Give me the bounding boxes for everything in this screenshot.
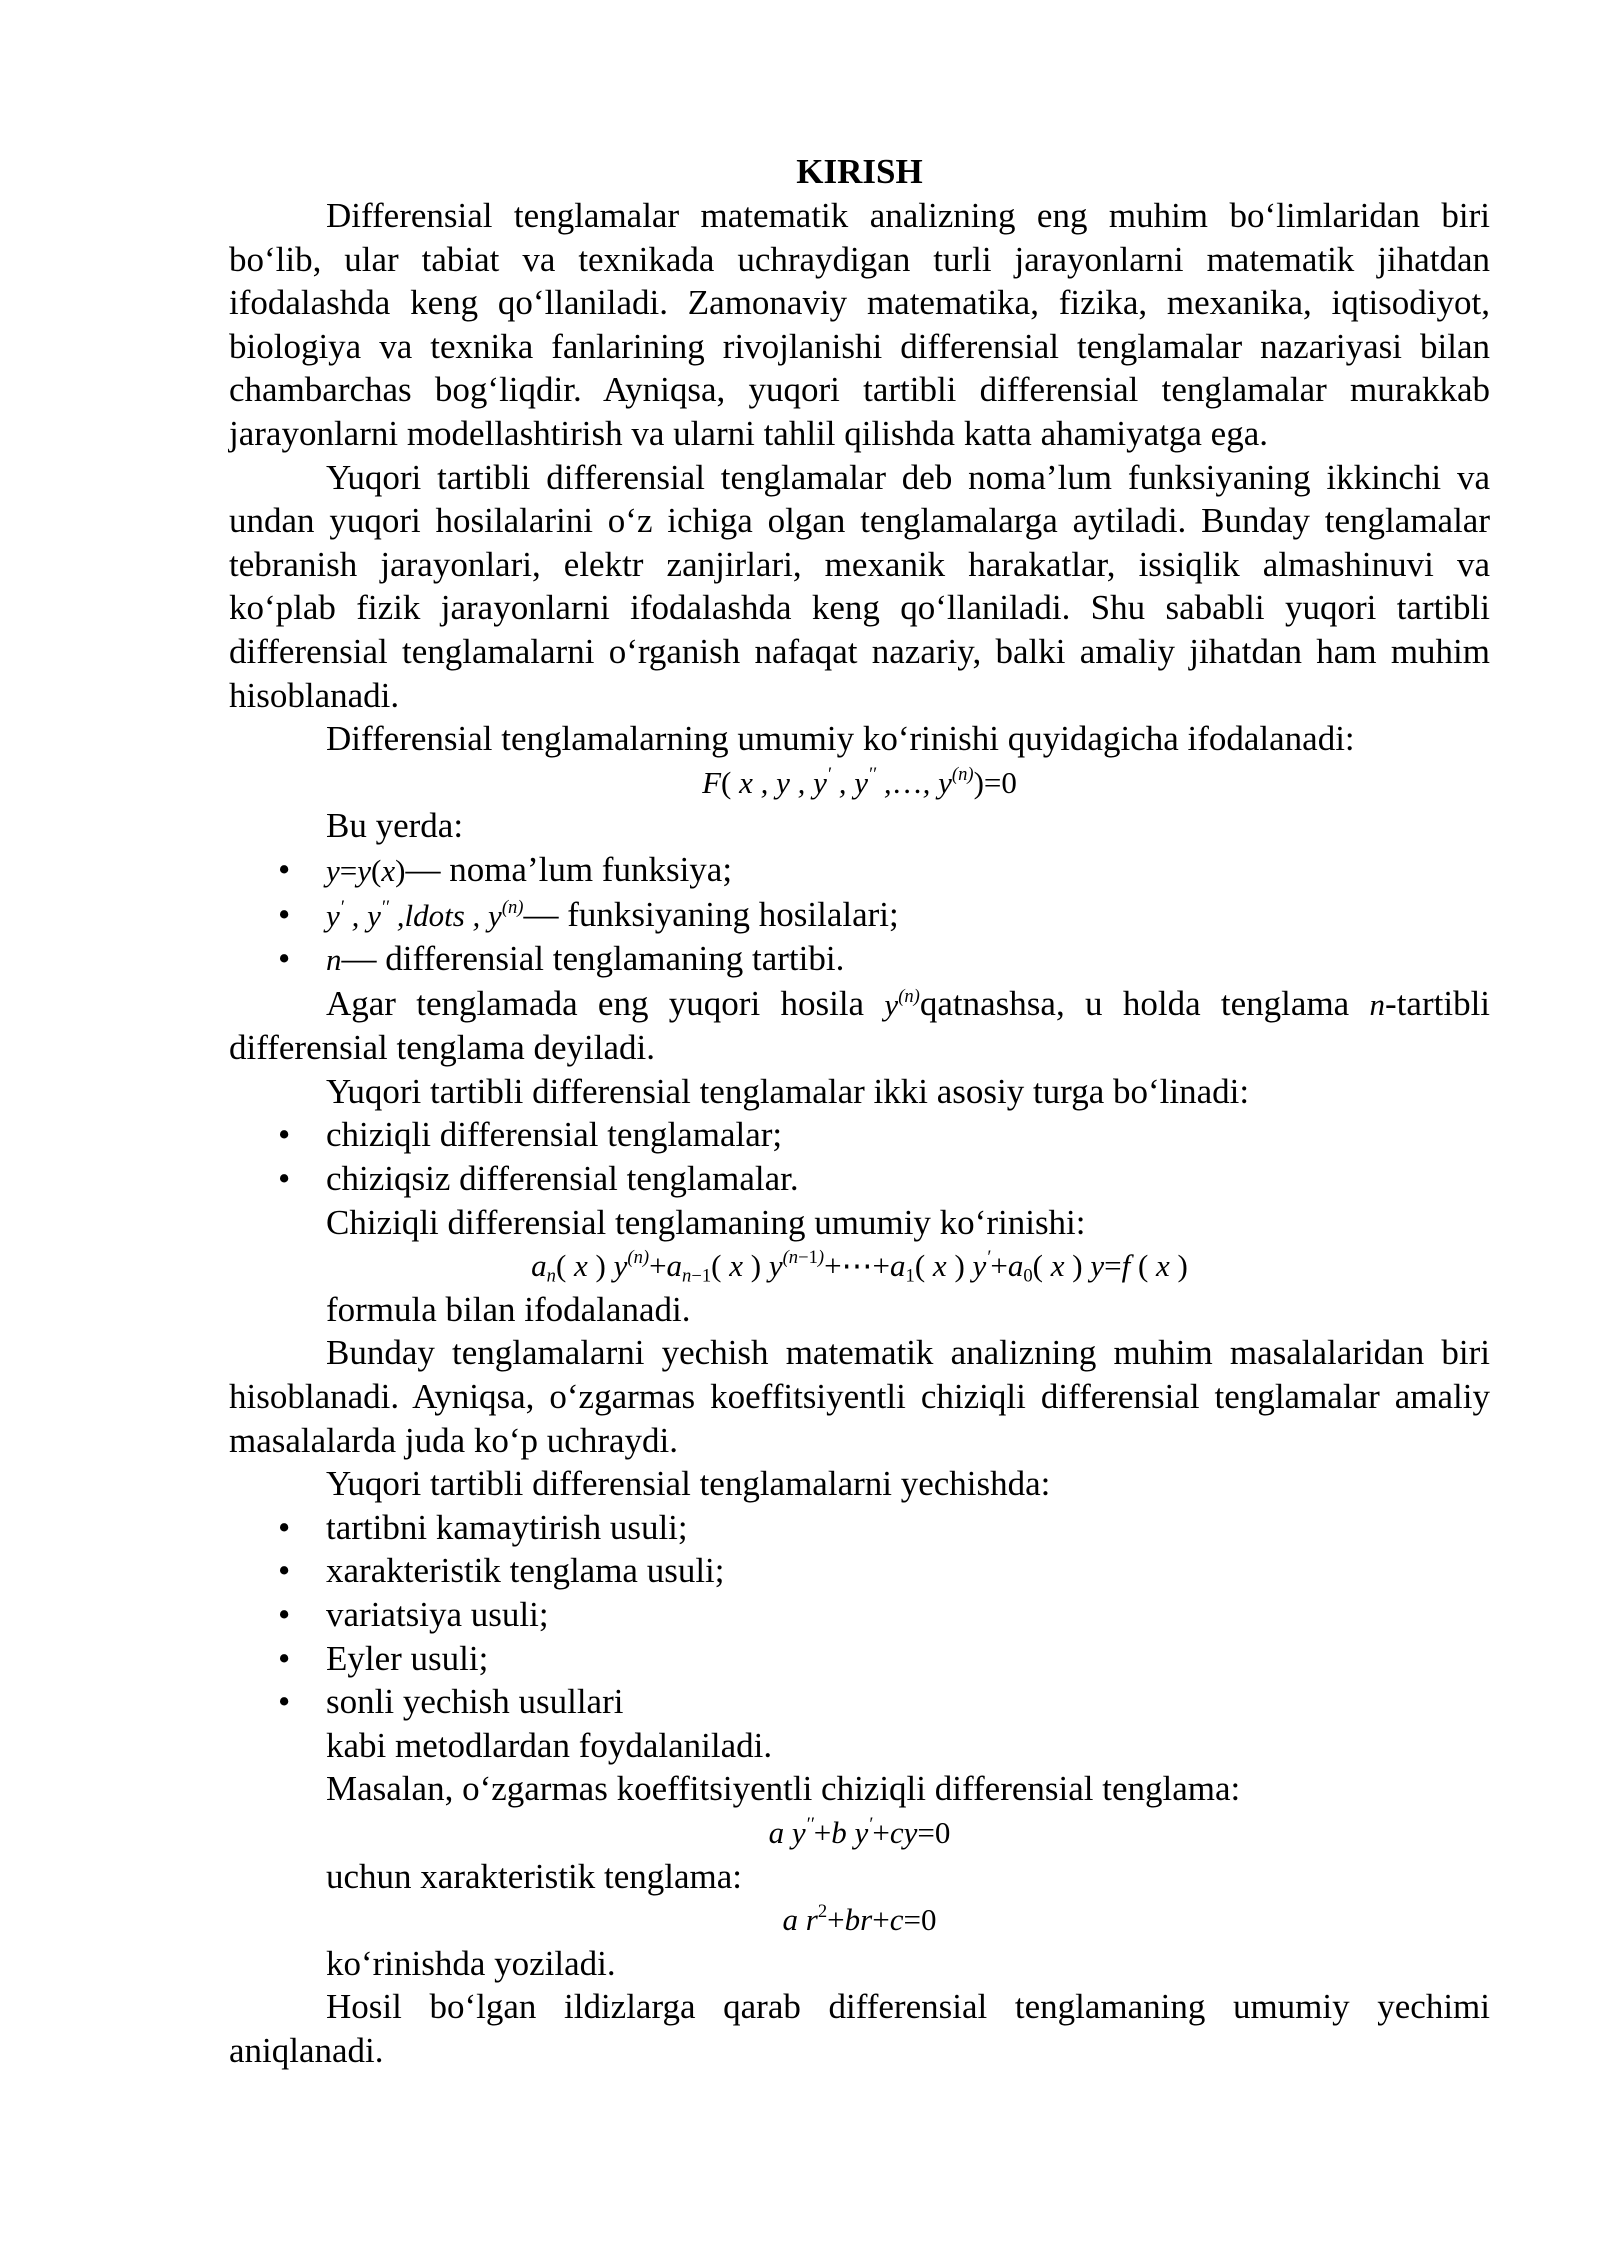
list-item	[229, 893, 1490, 938]
definition-list	[229, 848, 1490, 982]
paragraph-linear-form: Chiziqli differensial tenglamaning umumiy ko‘rinishi:	[326, 1202, 1086, 1242]
paragraph-order	[229, 982, 1490, 1070]
paragraph-conclusion: Hosil bo‘lgan ildizlarga qarab differensial tenglamaning umumiy yechimi aniqlanadi.	[229, 1987, 1490, 2070]
bullet-icon: •	[278, 1595, 291, 1634]
list-item-text: Eyler usuli;	[326, 1638, 489, 1678]
paragraph-definition: Yuqori tartibli differensial tenglamalar deb noma’lum funksiyaning ikkinchi va undan yuqori hosilalarini o‘z ichiga olgan tenglamalarga aytiladi. Bunday tenglamalar tebranish jarayonlari, elektr zanjirlari, mexanik harakatlar, issiqlik almashinuvi va ko‘plab fizik jarayonlarni ifodalashda keng qo‘llaniladi. Shu sababli yuqori tartibli differensial tenglamalarni o‘rganish nafaqat nazariy, balki amaliy jihatdan ham muhim hisoblanadi.	[229, 457, 1490, 715]
order-text-a: Agar tenglamada eng yuqori hosila	[326, 983, 865, 1023]
paragraph-types: Yuqori tartibli differensial tenglamalar ikki asosiy turga bo‘linadi:	[326, 1071, 1250, 1111]
bullet-icon: •	[278, 849, 291, 889]
formula-n-inline: n	[1369, 986, 1386, 1022]
order-text-b: qatnashsa, u holda tenglama	[919, 983, 1350, 1023]
paragraph-methods-outro: kabi metodlardan foydalaniladi.	[326, 1725, 773, 1765]
list-item-text: — noma’lum funksiya;	[405, 849, 733, 889]
bullet-icon: •	[278, 1551, 291, 1591]
page-title: KIRISH	[796, 152, 923, 191]
bullet-icon: •	[278, 1115, 291, 1155]
formula-n: n	[326, 942, 342, 978]
formula-linear-ode: $a_n$( x ) $y^{(n)}+a_{n-1}$( x ) $y^{(n-1)}+\cdots+a_1$( x ) $y'+a_0$( x ) y=f ( x )	[531, 1247, 1188, 1287]
list-item	[229, 1113, 1490, 1157]
paragraph-intro: Differensial tenglamalar matematik analizning eng muhim bo‘limlaridan biri bo‘lib, ular tabiat va texnikada uchraydigan turli jarayonlarni matematik jihatdan ifodalashda keng qo‘llaniladi. Zamonaviy matematika, fizika, mexanika, iqtisodiyot, biologiya va texnika fanlarining rivojlanishi differensial tenglamalar nazariyasi bilan chambarchas bog‘liqdir. Ayniqsa, yuqori tartibli differensial tenglamalar murakkab jarayonlarni modellashtirish va ularni tahlil qilishda katta ahamiyatga ega.	[229, 196, 1490, 453]
bullet-icon: •	[278, 894, 291, 934]
list-item-text: — funksiyaning hosilalari;	[523, 894, 899, 934]
list-item	[229, 1593, 1490, 1637]
paragraph-solving: Bunday tenglamalarni yechish matematik analizning muhim masalalaridan biri hisoblanadi. Ayniqsa, o‘zgarmas koeffitsiyentli chiziqli differensial tenglamalar amaliy masalalarda juda ko‘p uchraydi.	[229, 1333, 1490, 1460]
paragraph-example: Masalan, o‘zgarmas koeffitsiyentli chiziqli differensial tenglama:	[326, 1769, 1241, 1809]
list-item-text: sonli yechish usullari	[326, 1682, 624, 1722]
list-item-text: tartibni kamaytirish usuli;	[326, 1507, 688, 1547]
list-item-text: — differensial tenglamaning tartibi.	[341, 939, 845, 979]
list-item	[229, 1157, 1490, 1201]
methods-list	[229, 1506, 1490, 1724]
bullet-icon: •	[278, 939, 291, 979]
paragraph-general-form: Differensial tenglamalarning umumiy ko‘rinishi quyidagicha ifodalanadi:	[326, 719, 1355, 759]
paragraph-characteristic: uchun xarakteristik tenglama:	[326, 1856, 742, 1896]
ldots-text: ldots	[404, 897, 465, 933]
list-item-text: chiziqli differensial tenglamalar;	[326, 1115, 783, 1155]
types-list	[229, 1113, 1490, 1200]
list-item	[229, 1637, 1490, 1681]
formula-yn: $y^{(n)}$	[884, 985, 920, 1022]
document-page	[229, 150, 1490, 2073]
list-item-text: variatsiya usuli;	[326, 1595, 549, 1634]
list-item	[229, 1680, 1490, 1724]
bullet-icon: •	[278, 1159, 291, 1199]
list-item	[229, 848, 1490, 893]
list-item	[229, 1506, 1490, 1550]
list-item-text: xarakteristik tenglama usuli;	[326, 1551, 725, 1591]
paragraph-written-form: ko‘rinishda yoziladi.	[326, 1943, 616, 1983]
formula-characteristic-equation: a $r^2+br+c=0$	[782, 1901, 937, 1938]
paragraph-methods-intro: Yuqori tartibli differensial tenglamalarni yechishda:	[326, 1464, 1051, 1504]
list-item-text: chiziqsiz differensial tenglamalar.	[326, 1159, 799, 1199]
bullet-icon: •	[278, 1638, 291, 1678]
bullet-icon: •	[278, 1682, 291, 1722]
bullet-icon: •	[278, 1507, 291, 1547]
formula-general-ode: F( x , y , y′ , y′′ ,…, $y^{(n)})=0$	[702, 763, 1017, 800]
label-bu-yerda: Bu yerda:	[326, 806, 464, 846]
formula-y-of-x: y=y(x)	[326, 852, 406, 888]
list-item	[229, 1549, 1490, 1593]
paragraph-formula-note: formula bilan ifodalanadi.	[326, 1289, 691, 1329]
formula-derivatives: y′ , y′′ ,ldots , $y^{(n)}$	[326, 896, 524, 933]
formula-second-order-ode: a y′′+b y′+cy=0	[768, 1813, 951, 1850]
order-text-c: -tartibli differensial tenglama deyiladi.	[229, 983, 1491, 1068]
list-item	[229, 937, 1490, 982]
